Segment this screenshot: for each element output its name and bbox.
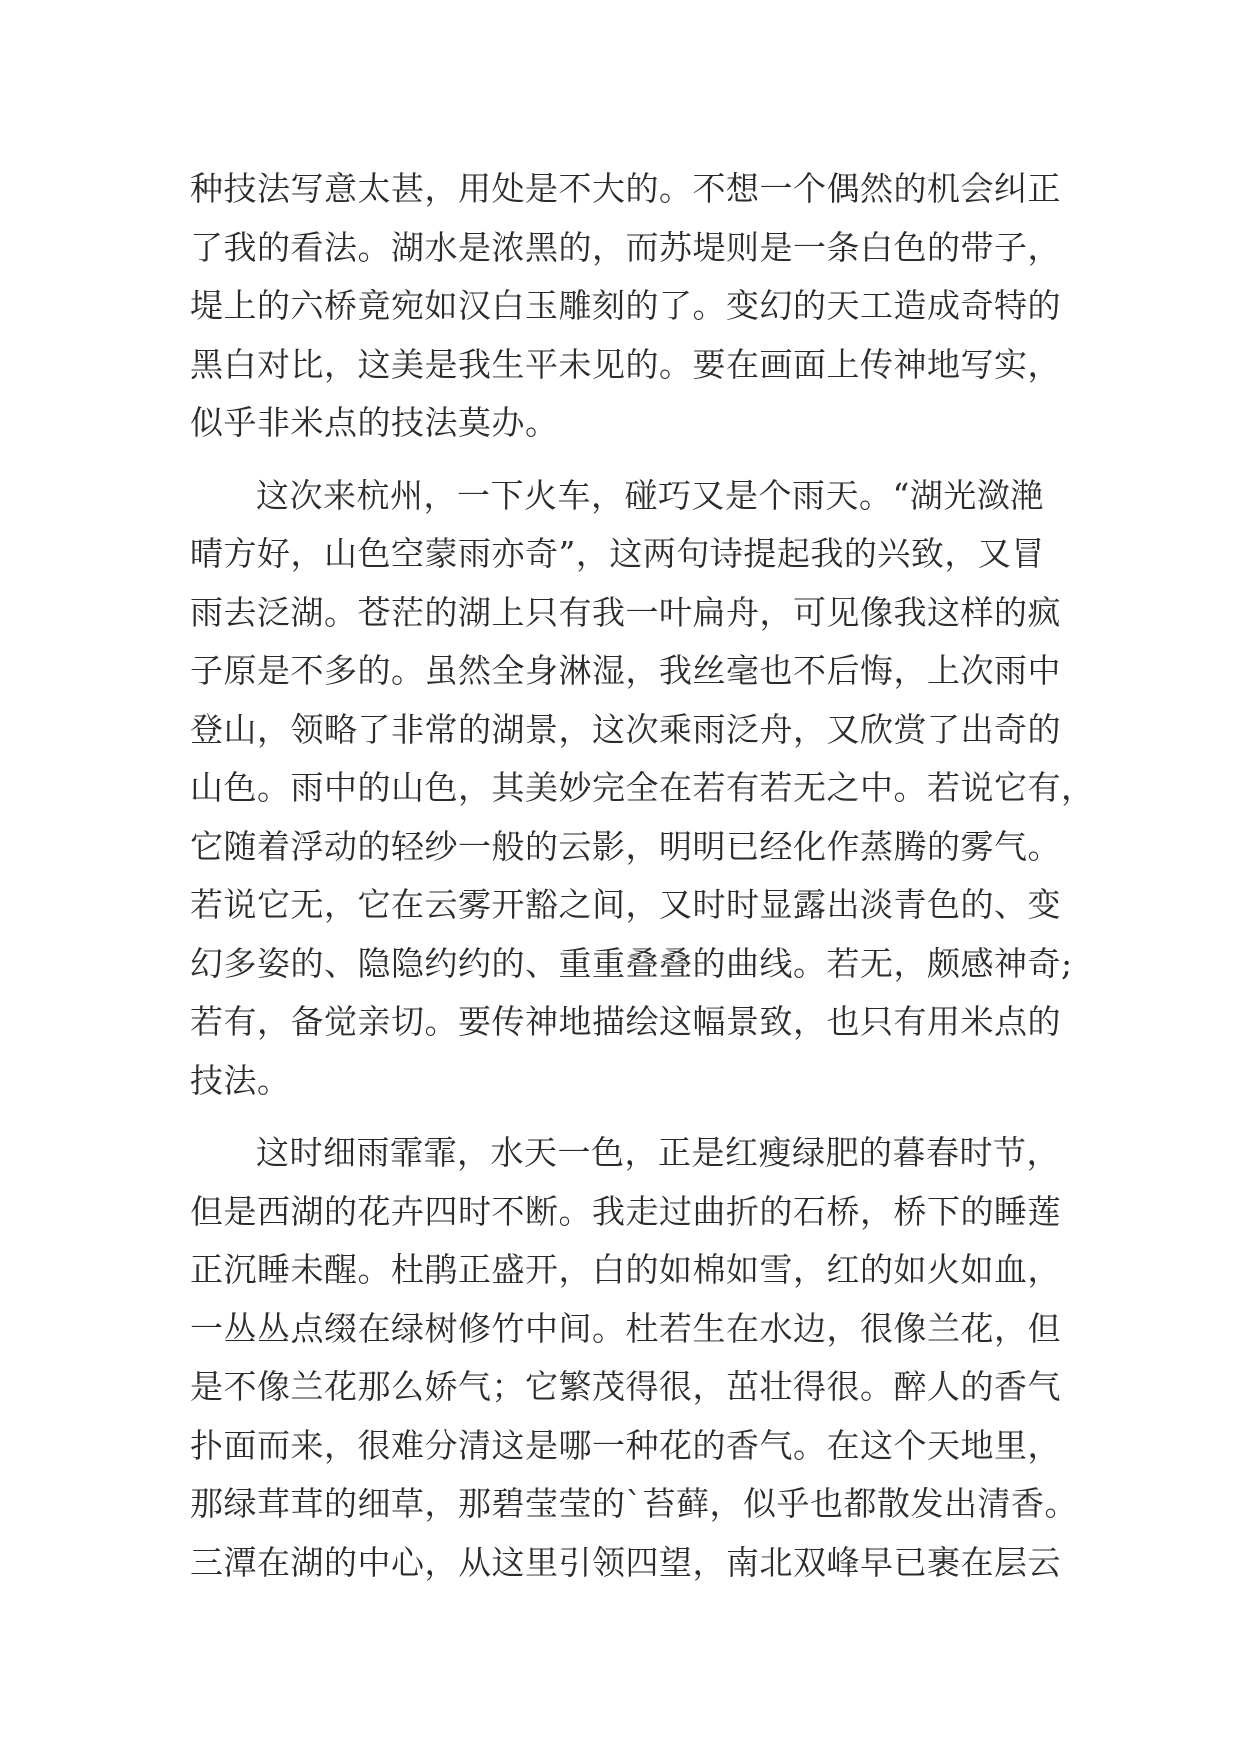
paragraph-2	[190, 467, 1095, 1111]
text-line: 雨去泛湖。苍茫的湖上只有我一叶扁舟，可见像我这样的疯	[190, 592, 1061, 632]
text-line: 扑面而来，很难分清这是哪一种花的香气。在这个天地里，	[190, 1425, 1061, 1465]
text-line: 子原是不多的。虽然全身淋湿，我丝毫也不后悔，上次雨中	[190, 651, 1061, 690]
text-line: 这次来杭州，一下火车，碰巧又是个雨天。“湖光潋滟	[256, 475, 1044, 515]
text-line: 那绿茸茸的细草，那碧莹莹的`苔藓，似乎也都散发出清香。	[190, 1484, 1078, 1523]
text-line: 技法。	[190, 1060, 291, 1100]
text-line: 似乎非米点的技法莫办。	[190, 403, 559, 442]
text-line: 正沉睡未醒。杜鹃正盛开，白的如棉如雪，红的如火如血，	[190, 1250, 1061, 1289]
text-line: 若说它无，它在云雾开豁之间，又时时显露出淡青色的、变	[190, 885, 1061, 924]
text-line: 这时细雨霏霏，水天一色，正是红瘦绿肥的暮春时节，	[256, 1133, 1060, 1172]
text-line: 了我的看法。湖水是浓黑的，而苏堤则是一条白色的带子，	[190, 227, 1061, 267]
paragraph-1	[190, 160, 1061, 453]
text-line: 它随着浮动的轻纱一般的云影，明明已经化作蒸腾的雾气。	[190, 826, 1061, 866]
text-line: 是不像兰花那么娇气；它繁茂得很，茁壮得很。醉人的香气	[190, 1367, 1061, 1406]
text-line: 黑白对比，这美是我生平未见的。要在画面上传神地写实，	[190, 344, 1061, 384]
text-line: 山色。雨中的山色，其美妙完全在若有若无之中。若说它有，	[190, 768, 1095, 807]
text-line: 三潭在湖的中心，从这里引领四望，南北双峰早已裹在层云	[190, 1542, 1061, 1582]
body-text	[190, 160, 1095, 1592]
text-line: 但是西湖的花卉四时不断。我走过曲折的石桥，桥下的睡莲	[190, 1191, 1061, 1231]
text-line: 一丛丛点缀在绿树修竹中间。杜若生在水边，很像兰花，但	[190, 1308, 1061, 1348]
text-line: 堤上的六桥竟宛如汉白玉雕刻的了。变幻的天工造成奇特的	[190, 286, 1061, 325]
text-line: 若有，备觉亲切。要传神地描绘这幅景致，也只有用米点的	[190, 1002, 1061, 1041]
text-line: 种技法写意太甚，用处是不大的。不想一个偶然的机会纠正	[190, 169, 1061, 208]
text-line: 晴方好，山色空蒙雨亦奇”，这两句诗提起我的兴致，又冒	[190, 534, 1045, 573]
paragraph-3	[190, 1124, 1078, 1592]
text-line: 登山，领略了非常的湖景，这次乘雨泛舟，又欣赏了出奇的	[190, 709, 1061, 749]
text-line: 幻多姿的、隐隐约约的、重重叠叠的曲线。若无，颇感神奇;	[190, 943, 1073, 983]
